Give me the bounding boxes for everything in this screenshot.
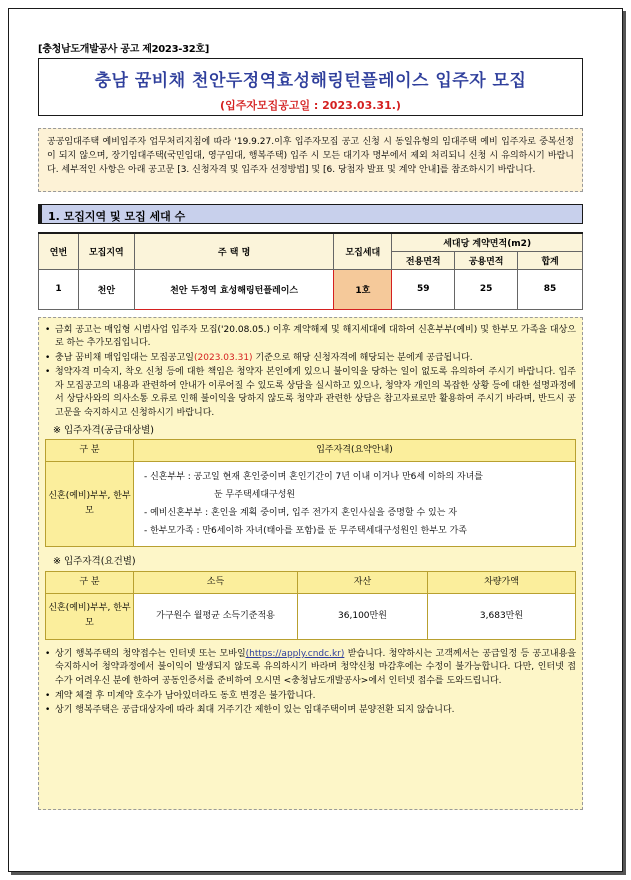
cell-complex: 천안 두정역 효성해링턴플레이스 <box>134 269 334 309</box>
criteria-newlywed: - 신혼부부 : 공고일 현재 혼인중이며 혼인기간이 7년 이내 이거나 만6세 이하의 자녀를 <box>144 472 483 483</box>
note-bullet-5: • 계약 체결 후 미계약 호수가 남아있더라도 동호 변경은 불가합니다. <box>45 690 576 704</box>
qual-header-criteria: 입주자격(요약안내) <box>134 440 576 462</box>
criteria-newlywed-cont: 둔 무주택세대구성원 <box>214 490 296 501</box>
note-bullet-3: • 청약자격 미숙지, 착오 신청 등에 대한 책임은 청약자 본인에게 있으니 불이익을 당하는 일이 없도록 유의하여 주시기 바랍니다. 입주자 모집공고의 내용과 관련하여 안내가 이루어질 수 있도록 상담을 실시하고 있으나, 청약자 개인의 복잡한 상황 등에 대한 설명과정에서 상담사와의 의사소통 오류로 인해 불이익을 당하지 않도록 청약과 관련한 상담은 참고자료로만 활용하여 주시기 바라며, 반드시 공고문을 숙지하시고 신청하시기 바랍니다. <box>45 366 576 420</box>
note-bullet-4-pre: 상기 행복주택의 청약접수는 인터넷 또는 모바일 <box>55 648 246 659</box>
req-header-asset: 자산 <box>298 571 428 593</box>
cell-region: 천안 <box>78 269 134 309</box>
req-header-type: 구 분 <box>46 571 134 593</box>
note-bullet-2-pre: 충남 꿈비채 매입임대는 모집공고일 <box>55 352 194 363</box>
req-header-car: 차량가액 <box>428 571 576 593</box>
note-bullet-6: • 상기 행복주택은 공급대상자에 따라 최대 거주기간 제한이 있는 임대주택이며 분양전환 되지 않습니다. <box>45 704 576 718</box>
notes-box <box>38 317 583 810</box>
header-complex: 주 택 명 <box>134 233 334 269</box>
req-asset: 36,100만원 <box>298 593 428 639</box>
req-header-income: 소득 <box>134 571 298 593</box>
qual-type: 신혼(예비)부부, 한부모 <box>46 462 134 547</box>
header-total-area: 합계 <box>518 251 583 269</box>
note-bullet-1: • 금회 공고는 매입형 시범사업 입주자 모집('20.08.05.) 이후 계약해제 및 해지세대에 대하여 신혼부부(예비) 및 한부모 가족을 대상으로 하는 추가모집입니다. <box>45 324 576 351</box>
header-common-area: 공용면적 <box>455 251 518 269</box>
recruitment-table <box>38 232 583 310</box>
apply-link[interactable]: (https://apply.cndc.kr) <box>245 648 345 659</box>
requirements-table <box>45 571 576 640</box>
criteria-single-parent: - 한부모가족 : 만6세이하 자녀(태아를 포함)를 둔 무주택세대구성원인 한부모 가족 <box>144 526 467 537</box>
cell-households: 1호 <box>334 269 392 309</box>
req-income: 가구원수 월평균 소득기준적용 <box>134 593 298 639</box>
header-households: 모집세대 <box>334 233 392 269</box>
document-content <box>38 40 583 810</box>
cell-common-area: 25 <box>455 269 518 309</box>
section-heading: 1. 모집지역 및 모집 세대 수 <box>38 204 583 224</box>
title-box <box>38 58 583 116</box>
table-row <box>39 269 583 309</box>
cell-total-area: 85 <box>518 269 583 309</box>
header-area-group: 세대당 계약면적(m2) <box>392 233 583 251</box>
qual-criteria <box>134 462 576 547</box>
table-row <box>46 593 576 639</box>
qualification-label: ※ 입주자격(공급대상별) <box>53 424 154 436</box>
header-exclusive-area: 전용면적 <box>392 251 455 269</box>
announcement-date-inline: (2023.03.31) <box>194 352 253 363</box>
note-bullet-2-post: 기준으로 해당 신청자격에 해당되는 분에게 공급됩니다. <box>252 352 473 363</box>
requirements-label: ※ 입주자격(요건별) <box>53 556 136 568</box>
header-no: 연번 <box>39 233 79 269</box>
cell-no: 1 <box>39 269 79 309</box>
header-region: 모집지역 <box>78 233 134 269</box>
req-car: 3,683만원 <box>428 593 576 639</box>
qualification-table <box>45 439 576 547</box>
note-bullet-4 <box>45 648 576 689</box>
note-bullet-4-post: 받습니다. 청약하시는 고객께서는 공급일정 등 공고내용을 숙지하시어 청약과정에서 불이익이 발생되지 않도록 유의하시기 바라며 청약신청 마감후에는 수정이 불가능합니다. 다만, 인터넷 접수가 어려우신 분에 한하여 공동인증서를 준비하여 오시면 <충청남도개발공사>에서 인터넷 접수를 도와드립니다. <box>55 648 577 687</box>
notice-number: [충청남도개발공사 공고 제2023-32호] <box>38 44 210 55</box>
page-title: 충남 꿈비채 천안두정역효성해링턴플레이스 입주자 모집 <box>94 71 527 91</box>
intro-notice: 공공임대주택 예비입주자 업무처리지침에 따라 '19.9.27.이후 입주자모집 공고 신청 시 동일유형의 임대주택 예비 입주자로 중복선정이 되지 않으며, 장기임대주택(국민임대, 영구임대, 행복주택) 입주 시 모든 대기자 명부에서 제외 처리되니 신청 시 유의하시기 바랍니다. 세부적인 사항은 아래 공고문 [3. 신청자격 및 입주자 선정방법] 및 [6. 당첨자 발표 및 계약 안내]를 참조하시기 바랍니다. <box>38 128 583 192</box>
criteria-prospective: - 예비신혼부부 : 혼인을 계획 중이며, 입주 전가지 혼인사실을 증명할 수 있는 자 <box>144 508 457 519</box>
qual-header-type: 구 분 <box>46 440 134 462</box>
cell-exclusive-area: 59 <box>392 269 455 309</box>
req-type: 신혼(예비)부부, 한부모 <box>46 593 134 639</box>
note-bullet-2 <box>45 352 576 366</box>
table-row <box>46 462 576 547</box>
announcement-date: (입주자모집공고일 : 2023.03.31.) <box>220 99 401 112</box>
